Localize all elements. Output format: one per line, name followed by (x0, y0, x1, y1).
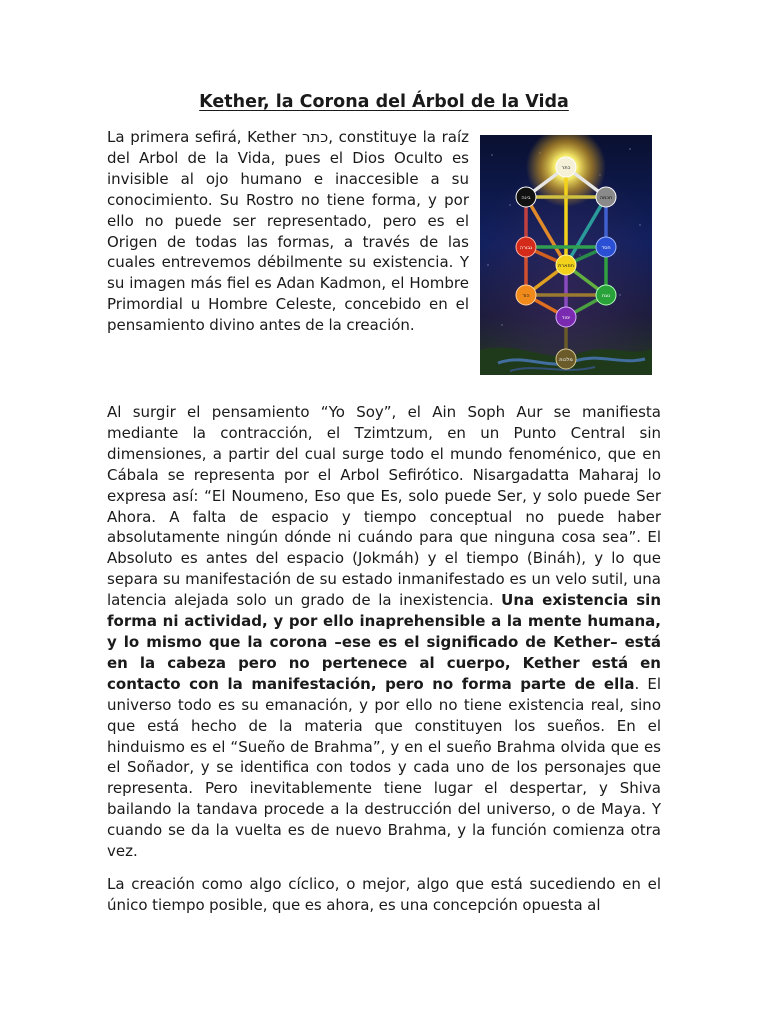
bold-emphasis: Una existencia sin forma ni actividad, y por ello inaprehensible a la mente humana, y lo mismo que la corona –ese es el significado de Kether– está en la cabeza pero no pertenece al cuerpo, Kether está en contacto con la manifestación, pero no forma parte de ella (107, 591, 662, 693)
svg-text:נצח: נצח (601, 293, 611, 299)
tree-of-life-illustration (480, 135, 652, 375)
paragraph-text: Al surgir el pensamiento “Yo Soy”, el Ain Soph Aur se manifiesta mediante la contracción, el Tzimtzum, en un Punto Central sin dimensiones, a partir del cual surge todo el mundo fenoménico, que en Cábala se representa por el Arbol Sefirótico. Nisargadatta Maharaj lo expresa así: “El Noumeno, Eso que Es, solo puede Ser, y solo puede Ser Ahora. A falta de espacio y tiempo conceptual no puede haber absolutamente ningún dónde ni cuándo para que ninguna cosa sea”. El Absoluto es antes del espacio (Jokmáh) y el tiempo (Bináh), y lo que separa su manifestación de su estado inmanifestado es un velo sutil, una latencia alejada solo un grado de la inexistencia. (107, 403, 661, 610)
sephira-tiphareth (556, 255, 576, 275)
sephira-binah (516, 187, 536, 207)
svg-text:חסד: חסד (601, 245, 611, 251)
tree-of-life-image (480, 135, 652, 375)
sephira-hod (516, 285, 536, 305)
sephira-malkuth (556, 349, 576, 369)
sephira-yesod (556, 307, 576, 327)
body-paragraph-creation: La creación como algo cíclico, o mejor, algo que está sucediendo en el único tiempo posible, que es ahora, es una concepción opuesta al (107, 875, 661, 914)
svg-text:חכמה: חכמה (599, 195, 613, 201)
svg-text:יסוד: יסוד (561, 315, 571, 321)
sephira-kether (556, 157, 576, 177)
sephira-geburah (516, 237, 536, 257)
svg-text:תפארת: תפארת (558, 263, 574, 269)
page-title: Kether, la Corona del Árbol de la Vida (199, 92, 569, 112)
sephira-chokmah (596, 187, 616, 207)
svg-text:בינה: בינה (521, 195, 531, 201)
paragraph-text-continued: . El universo todo es su emanación, y por ello no tiene existencia real, sino que está hecho de la materia que constituyen los sueños. En el hinduismo es el “Sueño de Brahma”, y en el sueño Brahma olvida que es el Soñador, y se identifica con todos y cada uno de los personajes que representa. Pero inevitablemente tiene lugar el despertar, y Shiva bailando la tandava procede a la destrucción del universo, o de Maya. Y cuando se da la vuelta es de nuevo Brahma, y la función comienza otra vez. (107, 674, 661, 861)
intro-paragraph: La primera sefirá, Kether כתר, constituye la raíz del Arbol de la Vida, pues el Dios Oculto es invisible al ojo humano e inaccesible a su conocimiento. Su Rostro no tiene forma, y por ello no puede ser representado, pero es el Origen de todas las formas, a través de las cuales entrevemos débilmente su existencia. Y su imagen más fiel es Adan Kadmon, el Hombre Primordial u Hombre Celeste, concebido en el pensamiento divino antes de la creación. (107, 128, 469, 335)
svg-text:גבורה: גבורה (519, 245, 533, 251)
svg-text:הוד: הוד (522, 293, 530, 299)
sephira-netzach (596, 285, 616, 305)
body-paragraph-yo-soy (107, 402, 661, 862)
svg-text:מלכות: מלכות (559, 357, 573, 363)
sephira-chesed (596, 237, 616, 257)
svg-text:כתר: כתר (561, 165, 571, 171)
